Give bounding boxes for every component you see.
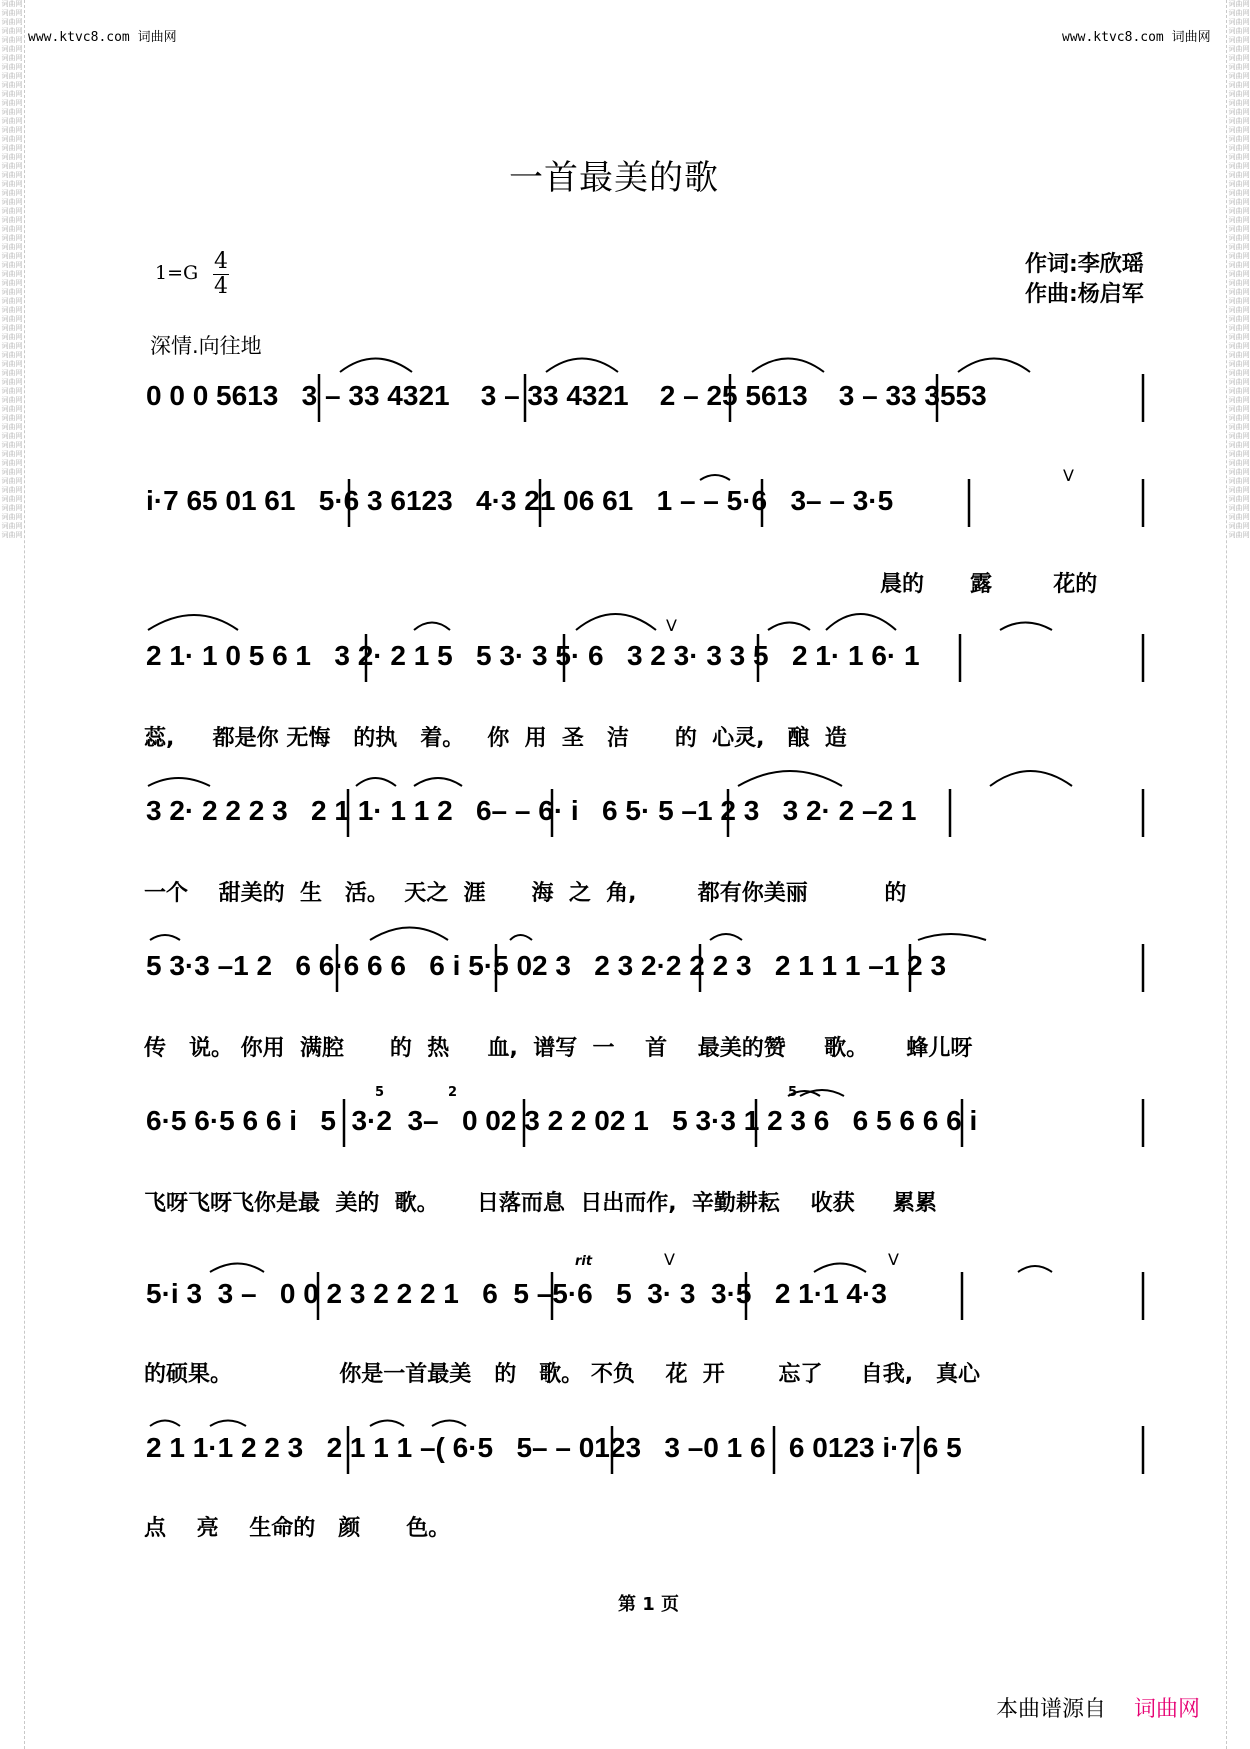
expression-mark: 深情.向往地 (150, 334, 262, 358)
side-watermark-text: 词曲网 词曲网 词曲网 词曲网 词曲网 词曲网 词曲网 词曲网 词曲网 词曲网 词曲网 词曲网 词曲网 词曲网 词曲网 词曲网 词曲网 词曲网 词曲网 词曲网 词曲网 词曲网 词曲网 词曲网 词曲网 词曲网 词曲网 词曲网 词曲网 词曲网 词曲网 词曲网 词曲网 词曲网 词曲网 词曲网 词曲网 词曲网 词曲网 词曲网 词曲网 词曲网 词曲网 词曲网 词曲网 词曲网 词曲网 词曲网 词曲网 词曲网 词曲网 词曲网 词曲网 词曲网 词曲网 词曲网 词曲网 词曲网 词曲网 词曲网 (1, 0, 23, 539)
side-watermark-text-right: 词曲网 词曲网 词曲网 词曲网 词曲网 词曲网 词曲网 词曲网 词曲网 词曲网 词曲网 词曲网 词曲网 词曲网 词曲网 词曲网 词曲网 词曲网 词曲网 词曲网 词曲网 词曲网 词曲网 词曲网 词曲网 词曲网 词曲网 词曲网 词曲网 词曲网 词曲网 词曲网 词曲网 词曲网 词曲网 词曲网 词曲网 词曲网 词曲网 词曲网 词曲网 词曲网 词曲网 词曲网 词曲网 词曲网 词曲网 词曲网 词曲网 词曲网 词曲网 词曲网 词曲网 词曲网 词曲网 词曲网 词曲网 词曲网 词曲网 词曲网 (1228, 0, 1250, 539)
key-signature: 1=G (155, 262, 199, 284)
slur (148, 778, 210, 786)
composer: 作曲:杨启军 (1025, 282, 1144, 307)
rit-mark: rit (575, 1254, 593, 1269)
slur (826, 614, 896, 630)
slur (210, 1264, 264, 1273)
header-url-right: www.ktvc8.com 词曲网 (1062, 30, 1211, 45)
slur (510, 935, 532, 940)
slur (150, 935, 180, 940)
slur (958, 359, 1030, 373)
notes-system-1: 0 0 0 5613 3 – 33 4321 3 – 33 4321 2 – 25 5613 3 – 33 3553 (146, 380, 987, 411)
breath-mark-2: V (888, 1250, 899, 1269)
breath-mark: V (664, 1250, 675, 1269)
breath-mark-3: V (1063, 466, 1074, 485)
slur (148, 615, 238, 630)
lyrics-system-3: 蕊, 都是你 无悔 的执 着。 你 用 圣 洁 的 心灵, 酿 造 (144, 726, 847, 751)
slur (990, 771, 1072, 786)
slur (370, 1421, 404, 1427)
slur (356, 778, 396, 786)
lyrics-system-6: 飞呀飞呀飞你是最 美的 歌。 日落而息 日出而作, 辛勤耕耘 收获 累累 (144, 1191, 937, 1216)
lyrics-system-2: 晨的 露 花的 (880, 572, 1098, 597)
slur (546, 359, 618, 373)
slur (340, 359, 412, 373)
slur (432, 1421, 466, 1427)
notes-system-4: 3 2· 2 2 2 3 2 1 1· 1 1 2 6– – 6· i 6 5· 5 –1 2 3 3 2· 2 –2 1 (146, 795, 917, 826)
notes-system-7: 5·i 3 3 – 0 0 2 3 2 2 2 1 6 5 –5·6 5 3· 3 3·5 2 1·1 4·3 (146, 1278, 887, 1309)
meter-bottom: 4 (214, 274, 228, 299)
slur (814, 1264, 866, 1273)
slur (710, 934, 742, 940)
slur (414, 778, 462, 786)
lyrics-system-4: 一个 甜美的 生 活。 天之 涯 海 之 角, 都有你美丽 的 (144, 881, 907, 906)
slur (1018, 1266, 1052, 1272)
slur (150, 1421, 180, 1427)
notes-system-3: 2 1· 1 0 5 6 1 3 2· 2 1 5 5 3· 3 5· 6 3 2 3· 3 3 5 2 1· 1 6· 1 (146, 640, 920, 671)
lyrics-system-7: 的硕果。 你是一首最美 的 歌。 不负 花 开 忘了 自我, 真心 (144, 1362, 981, 1387)
page-number: 第 1 页 (618, 1594, 680, 1615)
lyrics-system-8: 点 亮 生命的 颜 色。 (144, 1516, 451, 1541)
slur (752, 359, 824, 373)
slur (370, 928, 448, 941)
song-title: 一首最美的歌 (509, 158, 719, 198)
footer-source-text: 本曲谱源自 (996, 1697, 1107, 1722)
breath-mark-4: V (666, 616, 677, 635)
footer-brand-link[interactable]: 词曲网 (1134, 1697, 1201, 1722)
slur (414, 623, 450, 631)
header-url-left: www.ktvc8.com 词曲网 (28, 30, 177, 45)
grace-note-5b: 5 (788, 1085, 798, 1100)
slur (576, 614, 656, 630)
notes-system-6: 6·5 6·5 6 6 i 5 3·2 3– 0 02 3 2 2 02 1 5 3·3 1 2 3 6 6 5 6 6 6 i (146, 1105, 978, 1136)
lyricist: 作词:李欣瑶 (1025, 252, 1144, 277)
meter-top: 4 (214, 249, 228, 274)
slur (1000, 623, 1052, 631)
notes-system-5: 5 3·3 –1 2 6 6·6 6 6 6 i 5·5 02 3 2 3 2·2 2 2 3 2 1 1 1 –1 2 3 (146, 950, 947, 981)
notes-system-8: 2 1 1·1 2 2 3 2 1 1 1 –( 6·5 5– – 0123 3 –0 1 6 6 0123 i·7 6 5 (146, 1432, 962, 1463)
grace-note-5: 5 (375, 1085, 385, 1100)
slur (768, 623, 810, 631)
slur (210, 1421, 246, 1427)
lyrics-system-5: 传 说。 你用 满腔 的 热 血, 谱写 一 首 最美的赞 歌。 蜂儿呀 (144, 1036, 973, 1061)
slur (700, 475, 730, 480)
slur (738, 771, 842, 786)
notes-system-2: i·7 65 01 61 5·6 3 6123 4·3 21 06 61 1 – – 5·6 3– – 3·5 (146, 485, 894, 516)
slur (918, 934, 986, 940)
grace-note-2: 2 (448, 1085, 458, 1100)
